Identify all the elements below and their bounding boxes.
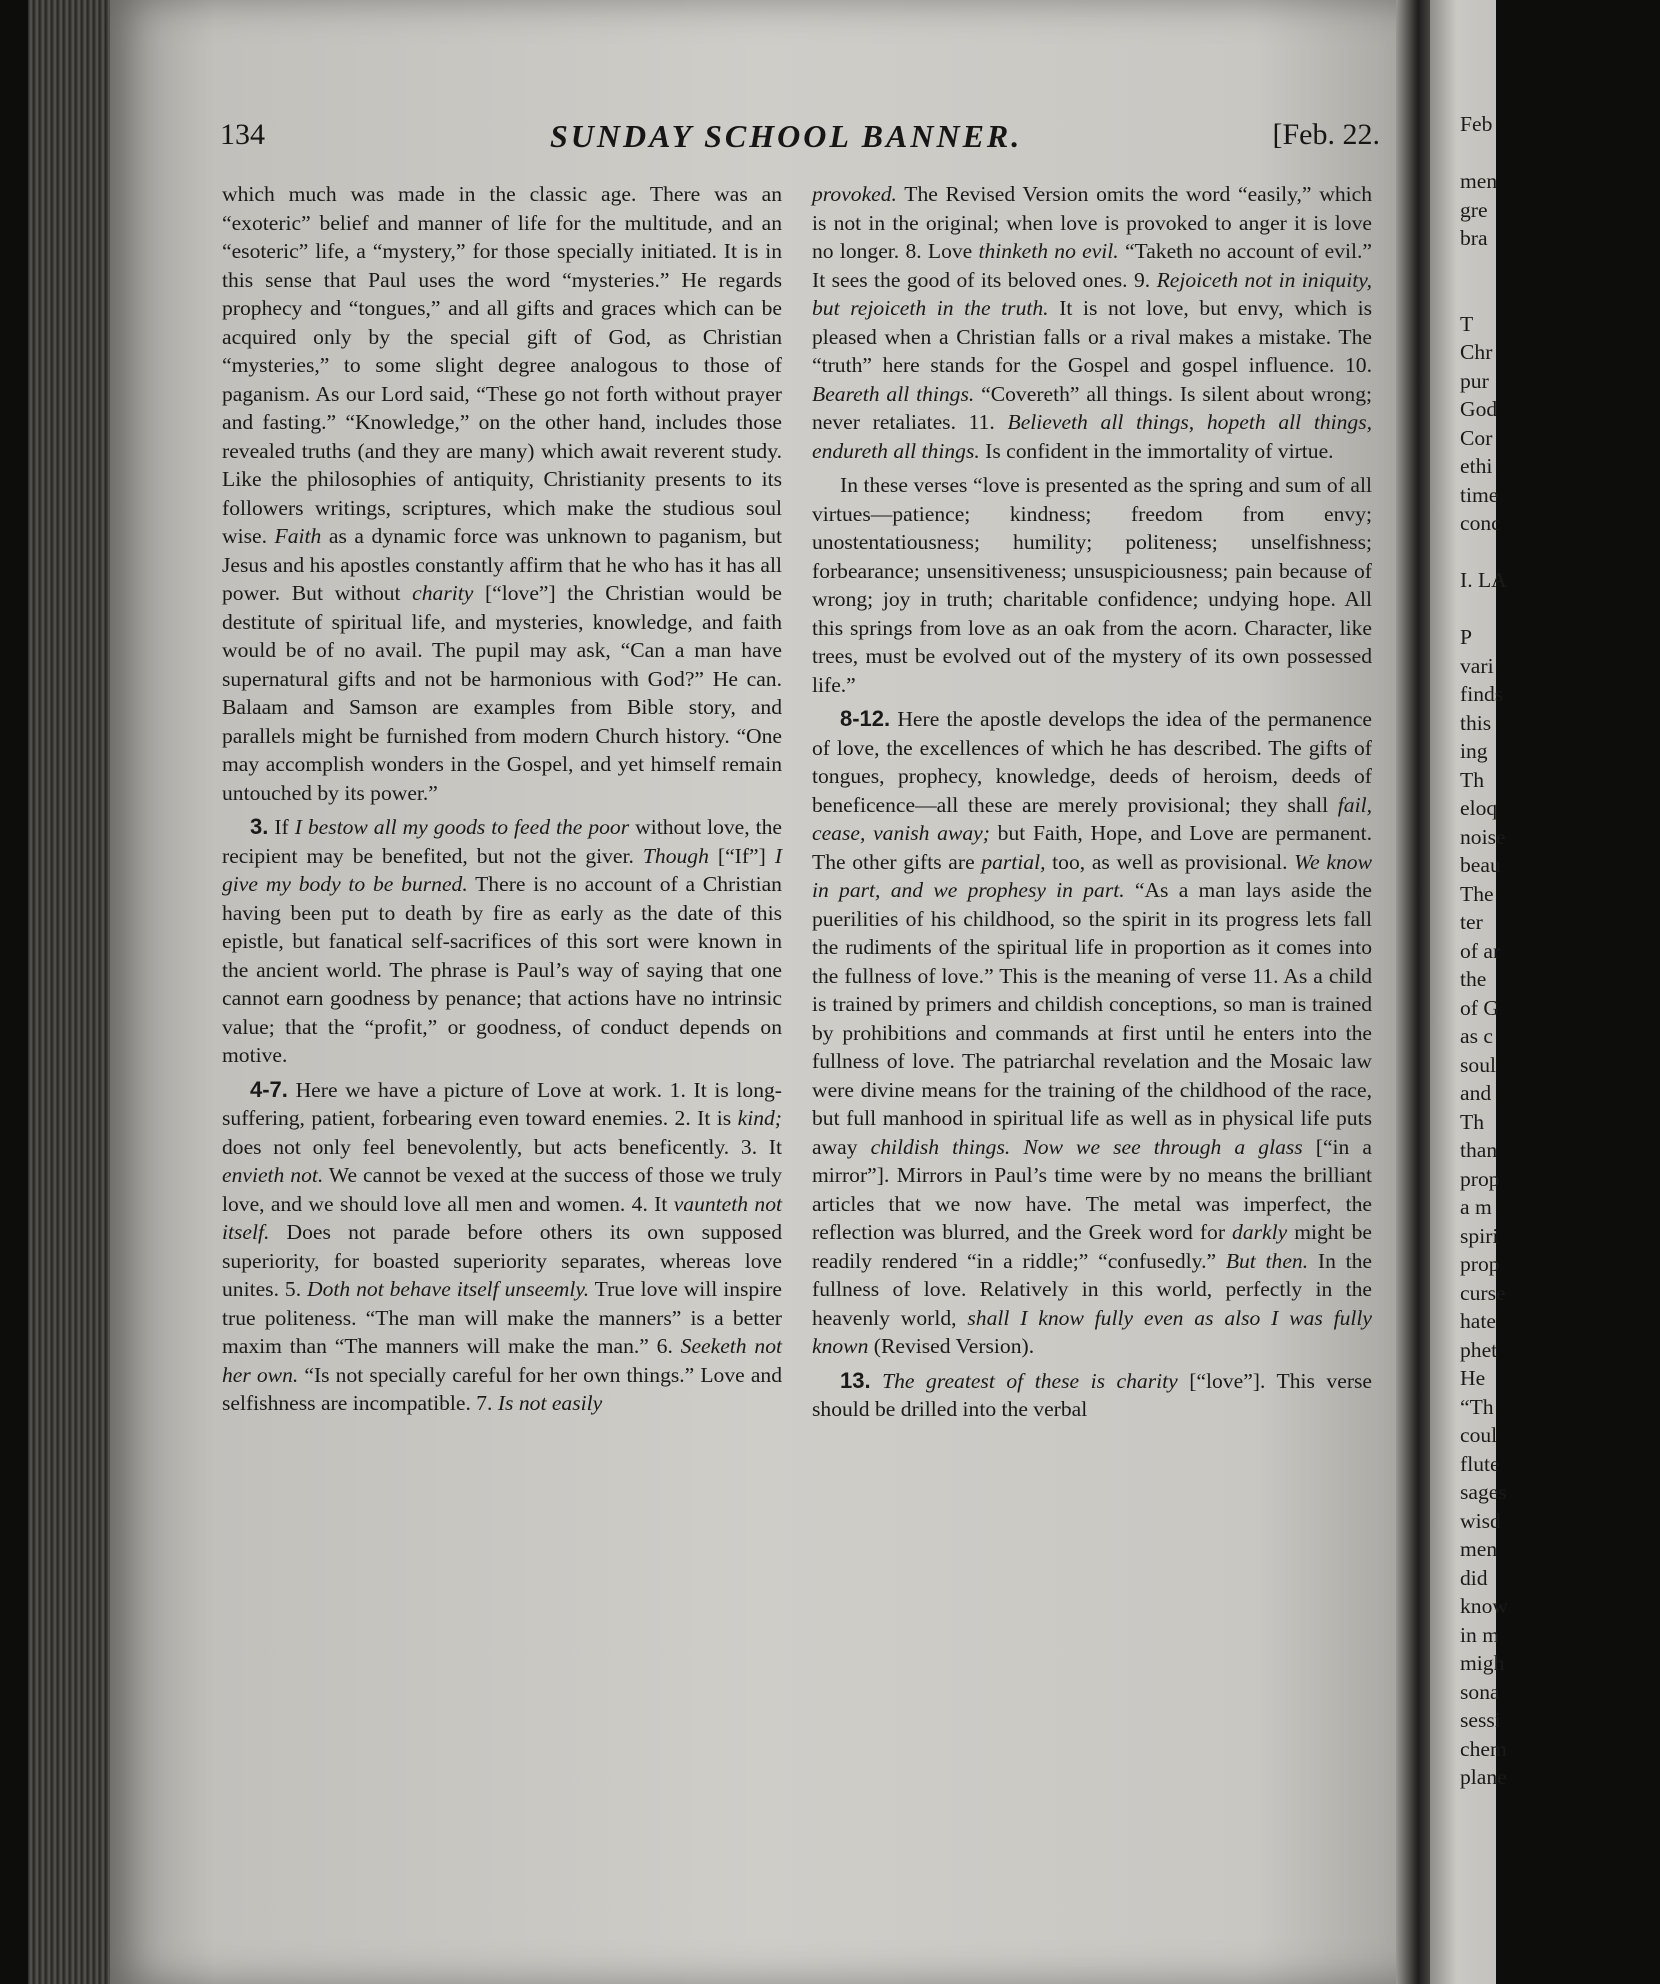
adjacent-page-line: know xyxy=(1460,1594,1508,1618)
adjacent-page-line: sages xyxy=(1460,1480,1507,1504)
adjacent-page-line: time xyxy=(1460,482,1499,507)
adjacent-page-line: phet xyxy=(1460,1337,1498,1362)
adjacent-page-text xyxy=(1460,110,1660,1792)
adjacent-page-line: than xyxy=(1460,1138,1498,1162)
adjacent-page-line: P xyxy=(1460,625,1473,649)
page-number: 134 xyxy=(220,118,265,151)
adjacent-page-line: Th xyxy=(1460,767,1484,792)
adjacent-page-line: migh xyxy=(1460,1651,1505,1675)
journal-title: SUNDAY SCHOOL BANNER. xyxy=(550,118,1023,154)
adjacent-page-line: T xyxy=(1460,311,1474,336)
adjacent-page-line: in m xyxy=(1460,1622,1499,1647)
right-column xyxy=(812,180,1372,1430)
adjacent-page-line: a m xyxy=(1460,1195,1492,1219)
adjacent-page-line: plane xyxy=(1460,1765,1507,1789)
verse-8-12-commentary: 8-12. Here the apostle develops the idea of the permanence of love, the excellences of which he has described. The gifts of tongues, prophecy, knowledge, deeds of heroism, deeds of beneficence—all these are merely provisional; they shall fail, cease, vanish away; but Faith, Hope, and Love are permanent. The other gifts are partial, too, as well as provisional. We know in part, and we prophesy in part. “As a man lays aside the puerilities of his childhood, so the spirit in its progress lets fall the rudiments of the spiritual life in proportion as it comes into the fullness of love.” This is the meaning of verse 11. As a child is trained by primers and childish conceptions, so man is trained by prohibitions and commands at first until he enters into the fullness of love. The patriarchal revelation and the Mosaic law were divine means for the training of the childhood of the race, but full manhood in spiritual life as well as in physical life puts away childish things. Now we see through a glass [“in a mirror”]. Mirrors in Paul’s time were by no means the brilliant articles that we now have. The metal was imperfect, the reflection was blurred, and the Greek word for darkly might be readily rendered “in a riddle;” “confusedly.” But then. In the fullness of love. Relatively in this world, perfectly in the heavenly world, shall I know fully even as also I was fully known (Revised Version). xyxy=(812,706,1373,1358)
adjacent-page-line: bra xyxy=(1460,226,1488,250)
adjacent-page-line: curse xyxy=(1460,1280,1506,1305)
adjacent-page-line xyxy=(1460,139,1660,168)
adjacent-page-line xyxy=(1460,281,1660,310)
adjacent-page-line: of ar xyxy=(1460,938,1501,963)
adjacent-page-line: the xyxy=(1460,967,1487,991)
verse-3-commentary: 3. If I bestow all my goods to feed the poor without love, the recipient may be benefited, but not the giver. Though [“If”] I give my body to be burned. There is no account of a Christian having been put to death by fire as early as the date of this epistle, but fanatical self-sacrifices of this sort were known in the ancient world. The phrase is Paul’s way of saying that one cannot earn goodness by penance; that actions have no intrinsic value; that the “profit,” or goodness, of conduct depends on motive. xyxy=(222,814,783,1067)
adjacent-page-line: vari xyxy=(1460,653,1494,678)
adjacent-page-line: sessi xyxy=(1460,1708,1501,1732)
adjacent-page-line: The xyxy=(1460,881,1494,906)
adjacent-page-line: men xyxy=(1460,1537,1498,1561)
verse-number: 8-12. xyxy=(840,706,891,731)
verse-number: 13. xyxy=(840,1367,871,1393)
paragraph: which much was made in the classic age. There was an “exoteric” belief and manner of life for the multitude, and an “esoteric” life, a “mystery,” for those specially initiated. It is in this sense that Paul uses the word “mysteries.” He regards prophecy and “tongues,” and all gifts and graces which can be acquired only by the special gift of God, as Christian “mysteries,” to some slight degree analogous to those of paganism. As our Lord said, “These go not forth without prayer and fasting.” “Knowledge,” on the other hand, includes those revealed truths (and they are many) which await reverent study. Like the philosophies of antiquity, Christianity presents to its followers writings, scriptures, which make the studious soul wise. Faith as a dynamic force was unknown to paganism, but Jesus and his apostles constantly affirm that he who has it has all power. But without charity [“love”] the Christian would be destitute of spiritual life, and mysteries, knowledge, and faith would be of no avail. The pupil may ask, “Can a man have supernatural gifts and not be harmonious with God?” He can. Balaam and Samson are examples from Bible story, and parallels might be furnished from modern Church history. “One may accomplish wonders in the Gospel, and yet himself remain untouched by its power.” xyxy=(222,182,782,805)
adjacent-page-line: Chr xyxy=(1460,340,1493,364)
adjacent-page-line: conc xyxy=(1460,511,1501,535)
adjacent-page-line: “Th xyxy=(1460,1394,1494,1419)
adjacent-page-line: coul xyxy=(1460,1423,1498,1447)
adjacent-page-line: I. LA xyxy=(1460,568,1507,592)
adjacent-page-line: Cor xyxy=(1460,425,1493,450)
paragraph: provoked. The Revised Version omits the word “easily,” which is not in the original; when love is provoked to anger it is love no longer. 8. Love thinketh no evil. “Taketh no account of evil.” It sees the good of its beloved ones. 9. Rejoiceth not in iniquity, but rejoiceth in the truth. It is not love, but envy, which is pleased when a Christian falls or a rival makes a mistake. The “truth” here stands for the Gospel and gospel influence. 10. Beareth all things. “Covereth” all things. Is silent about wrong; never retaliates. 11. Believeth all things, hopeth all things, endureth all things. Is confident in the immortality of virtue. xyxy=(812,182,1373,463)
left-column xyxy=(222,180,782,1424)
adjacent-page-line: God xyxy=(1460,397,1498,421)
adjacent-page-line xyxy=(1460,595,1660,624)
adjacent-page-line: men xyxy=(1460,169,1498,193)
adjacent-page-line: ing xyxy=(1460,739,1488,763)
issue-date: [Feb. 22. xyxy=(1272,118,1380,151)
adjacent-page-line: noise xyxy=(1460,824,1506,849)
adjacent-page-line: Th xyxy=(1460,1109,1484,1134)
adjacent-page-line xyxy=(1460,538,1660,567)
adjacent-page-line: ethi xyxy=(1460,454,1493,478)
adjacent-page-line: and xyxy=(1460,1081,1492,1105)
adjacent-page-line: chem xyxy=(1460,1736,1507,1761)
verse-number: 4-7. xyxy=(250,1076,288,1102)
adjacent-page-line: prop xyxy=(1460,1252,1500,1276)
adjacent-page-line: He xyxy=(1460,1366,1486,1390)
adjacent-page-line: as c xyxy=(1460,1024,1493,1048)
adjacent-page-line: beau xyxy=(1460,853,1501,877)
adjacent-page-line: gre xyxy=(1460,197,1488,222)
adjacent-page-line: Feb xyxy=(1460,112,1493,136)
adjacent-page-line xyxy=(1460,253,1660,282)
adjacent-page-line: flute xyxy=(1460,1451,1500,1476)
adjacent-page-line: of G xyxy=(1460,995,1499,1020)
adjacent-page-line: hate xyxy=(1460,1309,1496,1333)
adjacent-page-line: finds xyxy=(1460,682,1504,706)
adjacent-page-line: did xyxy=(1460,1565,1488,1590)
adjacent-page-line: spiri xyxy=(1460,1223,1499,1248)
verse-number: 3. xyxy=(250,814,269,839)
adjacent-page-line: soul xyxy=(1460,1052,1496,1077)
adjacent-page-line: pur xyxy=(1460,368,1489,393)
adjacent-page-line: this xyxy=(1460,710,1492,735)
adjacent-page-line: eloq xyxy=(1460,796,1498,820)
verse-13-commentary: 13. The greatest of these is charity [“love”]. This verse should be drilled into the verbal xyxy=(812,1367,1372,1421)
adjacent-page-line: ter xyxy=(1460,910,1483,934)
running-header xyxy=(220,118,1380,162)
paragraph: In these verses “love is presented as the spring and sum of all virtues—patience; kindness; freedom from envy; unostentatiousness; humility; politeness; unselfishness; forbearance; unsensitiveness; unsuspiciousness; pain because of wrong; joy in truth; charitable confidence; undying hope. All this springs from love as an oak from the acorn. Character, like trees, must be evolved out of the mystery of its own possessed life.” xyxy=(812,473,1372,697)
adjacent-page-line: sona xyxy=(1460,1679,1500,1704)
adjacent-page-line: wisd xyxy=(1460,1508,1501,1533)
verse-4-7-commentary: 4-7. Here we have a picture of Love at work. 1. It is long-suffering, patient, forbearing even toward enemies. 2. It is kind; does not only feel benevolently, but acts beneficently. 3. It envieth not. We cannot be vexed at the success of those we truly love, and we should love all men and women. 4. It vaunteth not itself. Does not parade before others its own supposed superiority, for boasted superiority separates, whereas love unites. 5. Doth not behave itself unseemly. True love will inspire true politeness. “The man will make the manners” is a better maxim than “The manners will make the man.” 6. Seeketh not her own. “Is not specially careful for her own things.” Love and selfishness are incompatible. 7. Is not easily xyxy=(222,1076,782,1415)
adjacent-page-fragment xyxy=(1430,0,1508,1984)
adjacent-page-line: prop xyxy=(1460,1166,1500,1191)
